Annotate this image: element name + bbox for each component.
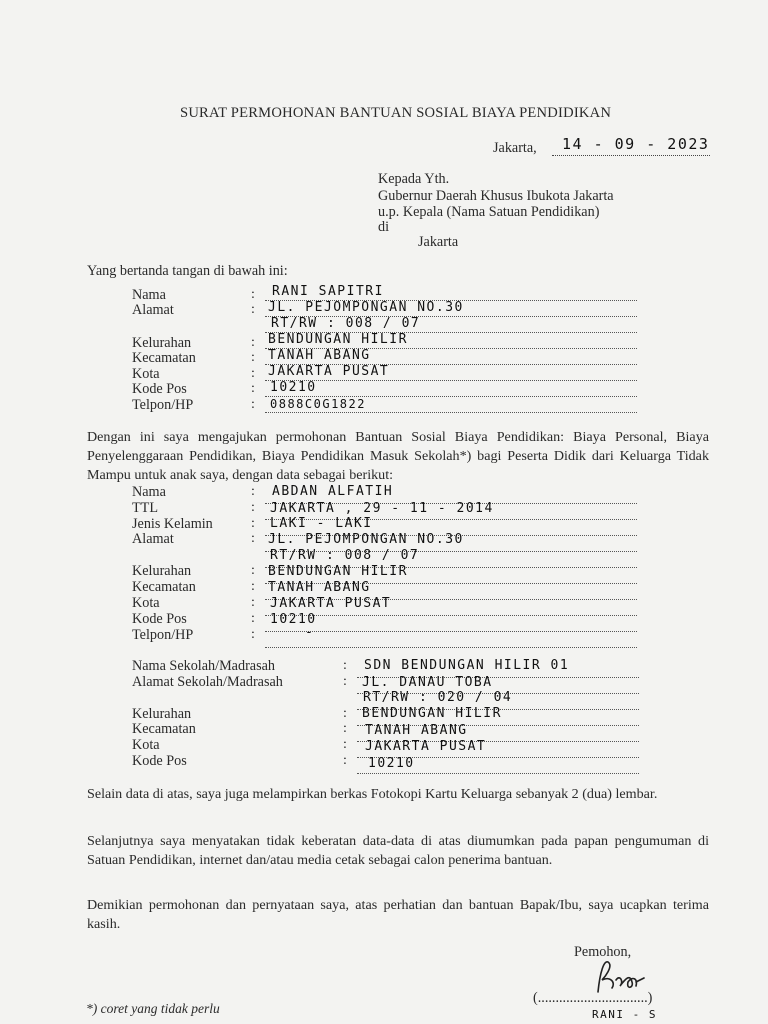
student-value-kecamatan: TANAH ABANG — [268, 580, 371, 595]
colon: : — [251, 531, 255, 546]
school-label-kelurahan: Kelurahan — [132, 706, 192, 722]
attachment-paragraph: Selain data di atas, saya juga melampirkan berkas Fotokopi Kartu Keluarga sebanyak 2 (dua) lembar. — [87, 786, 658, 802]
colon: : — [251, 500, 255, 515]
school-value-kecamatan: TANAH ABANG — [365, 723, 468, 738]
applicant-label-telpon: Telpon/HP — [132, 397, 194, 413]
colon: : — [251, 302, 255, 317]
student-label-kota: Kota — [132, 595, 160, 611]
signature-name: RANI - S — [592, 1008, 657, 1021]
colon: : — [343, 674, 347, 689]
applicant-value-kota: JAKARTA PUSAT — [268, 364, 390, 379]
colon: : — [251, 627, 255, 642]
document-title: SURAT PERMOHONAN BANTUAN SOSIAL BIAYA PENDIDIKAN — [180, 105, 612, 121]
closing-paragraph: Demikian permohonan dan pernyataan saya, atas perhatian dan bantuan Bapak/Ibu, saya ucapkan terima kasih. — [87, 897, 709, 932]
school-label-kota: Kota — [132, 737, 160, 753]
student-label-nama: Nama — [132, 484, 166, 500]
colon: : — [343, 721, 347, 736]
applicant-label-nama: Nama — [132, 287, 166, 303]
addressee-line-4: di — [378, 219, 390, 235]
applicant-label-kota: Kota — [132, 366, 160, 382]
addressee-line-2: Gubernur Daerah Khusus Ibukota Jakarta — [378, 188, 614, 204]
student-label-alamat: Alamat — [132, 531, 174, 547]
applicant-label-alamat: Alamat — [132, 302, 174, 318]
student-label-kelurahan: Kelurahan — [132, 563, 192, 579]
colon: : — [251, 611, 255, 626]
applicant-value-alamat: JL. PEJOMPONGAN NO.30 — [268, 300, 464, 315]
colon: : — [343, 753, 347, 768]
colon: : — [251, 335, 255, 350]
student-value-kota: JAKARTA PUSAT — [270, 596, 392, 611]
addressee-line-3: u.p. Kepala (Nama Satuan Pendidikan) — [378, 204, 600, 220]
student-label-ttl: TTL — [132, 500, 158, 516]
applicant-value-kodepos: 10210 — [270, 380, 317, 395]
colon: : — [343, 737, 347, 752]
applicant-field-kodepos — [265, 382, 637, 397]
student-label-kodepos: Kode Pos — [132, 611, 187, 627]
student-value-rtrw: RT/RW : 008 / 07 — [270, 548, 420, 563]
applicant-label-kecamatan: Kecamatan — [132, 350, 196, 366]
school-value-rtrw: RT/RW : 020 / 04 — [363, 690, 513, 705]
colon: : — [251, 484, 255, 499]
signature-label: Pemohon, — [574, 944, 632, 960]
date-place: Jakarta, — [493, 140, 537, 156]
date-value: 14 - 09 - 2023 — [562, 135, 710, 153]
school-label-kecamatan: Kecamatan — [132, 721, 196, 737]
student-value-kodepos: 10210 — [270, 612, 317, 627]
student-label-jenis-kelamin: Jenis Kelamin — [132, 516, 213, 532]
colon: : — [251, 579, 255, 594]
student-field-telpon — [265, 633, 637, 648]
student-value-telpon: - — [305, 625, 315, 640]
school-value-alamat: JL. DANAU TOBA — [362, 675, 493, 690]
consent-paragraph: Selanjutnya saya menyatakan tidak keberatan data-data di atas diumumkan pada papan pengumuman di Satuan Pendidikan, internet dan/atau media cetak sebagai calon penerima bantuan. — [87, 833, 709, 868]
colon: : — [251, 516, 255, 531]
school-label-kodepos: Kode Pos — [132, 753, 187, 769]
colon: : — [251, 366, 255, 381]
colon: : — [251, 397, 255, 412]
intro-text: Yang bertanda tangan di bawah ini: — [87, 263, 288, 279]
applicant-value-kelurahan: BENDUNGAN HILIR — [268, 332, 408, 347]
applicant-label-kelurahan: Kelurahan — [132, 335, 192, 351]
student-label-kecamatan: Kecamatan — [132, 579, 196, 595]
school-label-alamat: Alamat Sekolah/Madrasah — [132, 674, 283, 690]
student-value-kelurahan: BENDUNGAN HILIR — [268, 564, 408, 579]
colon: : — [343, 658, 347, 673]
addressee-line-5: Jakarta — [418, 234, 459, 250]
student-value-alamat: JL. PEJOMPONGAN NO.30 — [268, 532, 464, 547]
colon: : — [251, 350, 255, 365]
applicant-label-kodepos: Kode Pos — [132, 381, 187, 397]
colon: : — [251, 563, 255, 578]
applicant-value-kecamatan: TANAH ABANG — [268, 348, 371, 363]
signature-bracket: (...............................) — [533, 990, 653, 1006]
request-paragraph: Dengan ini saya mengajukan permohonan Bantuan Sosial Biaya Pendidikan: Biaya Personal, Biaya Penyelenggaraan Pendidikan, Biaya Pendidikan Masuk Sekolah*) bagi Peserta Didik dari Keluarga Tidak Mampu untuk anak saya, dengan data sebagai berikut: — [87, 429, 709, 483]
applicant-value-telpon: 0888C0G1822 — [270, 397, 366, 411]
footnote: *) coret yang tidak perlu — [86, 1001, 220, 1016]
school-label-nama: Nama Sekolah/Madrasah — [132, 658, 276, 674]
student-label-telpon: Telpon/HP — [132, 627, 194, 643]
school-value-nama: SDN BENDUNGAN HILIR 01 — [364, 658, 570, 673]
colon: : — [251, 381, 255, 396]
student-field-kodepos — [265, 617, 637, 632]
applicant-value-nama: RANI SAPITRI — [272, 284, 384, 299]
student-value-ttl: JAKARTA , 29 - 11 - 2014 — [270, 501, 494, 516]
addressee-line-1: Kepada Yth. — [378, 171, 450, 187]
colon: : — [251, 595, 255, 610]
date-line — [552, 135, 710, 156]
school-value-kota: JAKARTA PUSAT — [365, 739, 487, 754]
colon: : — [251, 287, 255, 302]
student-value-nama: ABDAN ALFATIH — [272, 484, 394, 499]
school-value-kelurahan: BENDUNGAN HILIR — [362, 706, 502, 721]
student-value-jenis-kelamin: LAKI - LAKI — [270, 516, 373, 531]
colon: : — [343, 706, 347, 721]
applicant-value-rtrw: RT/RW : 008 / 07 — [271, 316, 421, 331]
school-value-kodepos: 10210 — [368, 756, 415, 771]
